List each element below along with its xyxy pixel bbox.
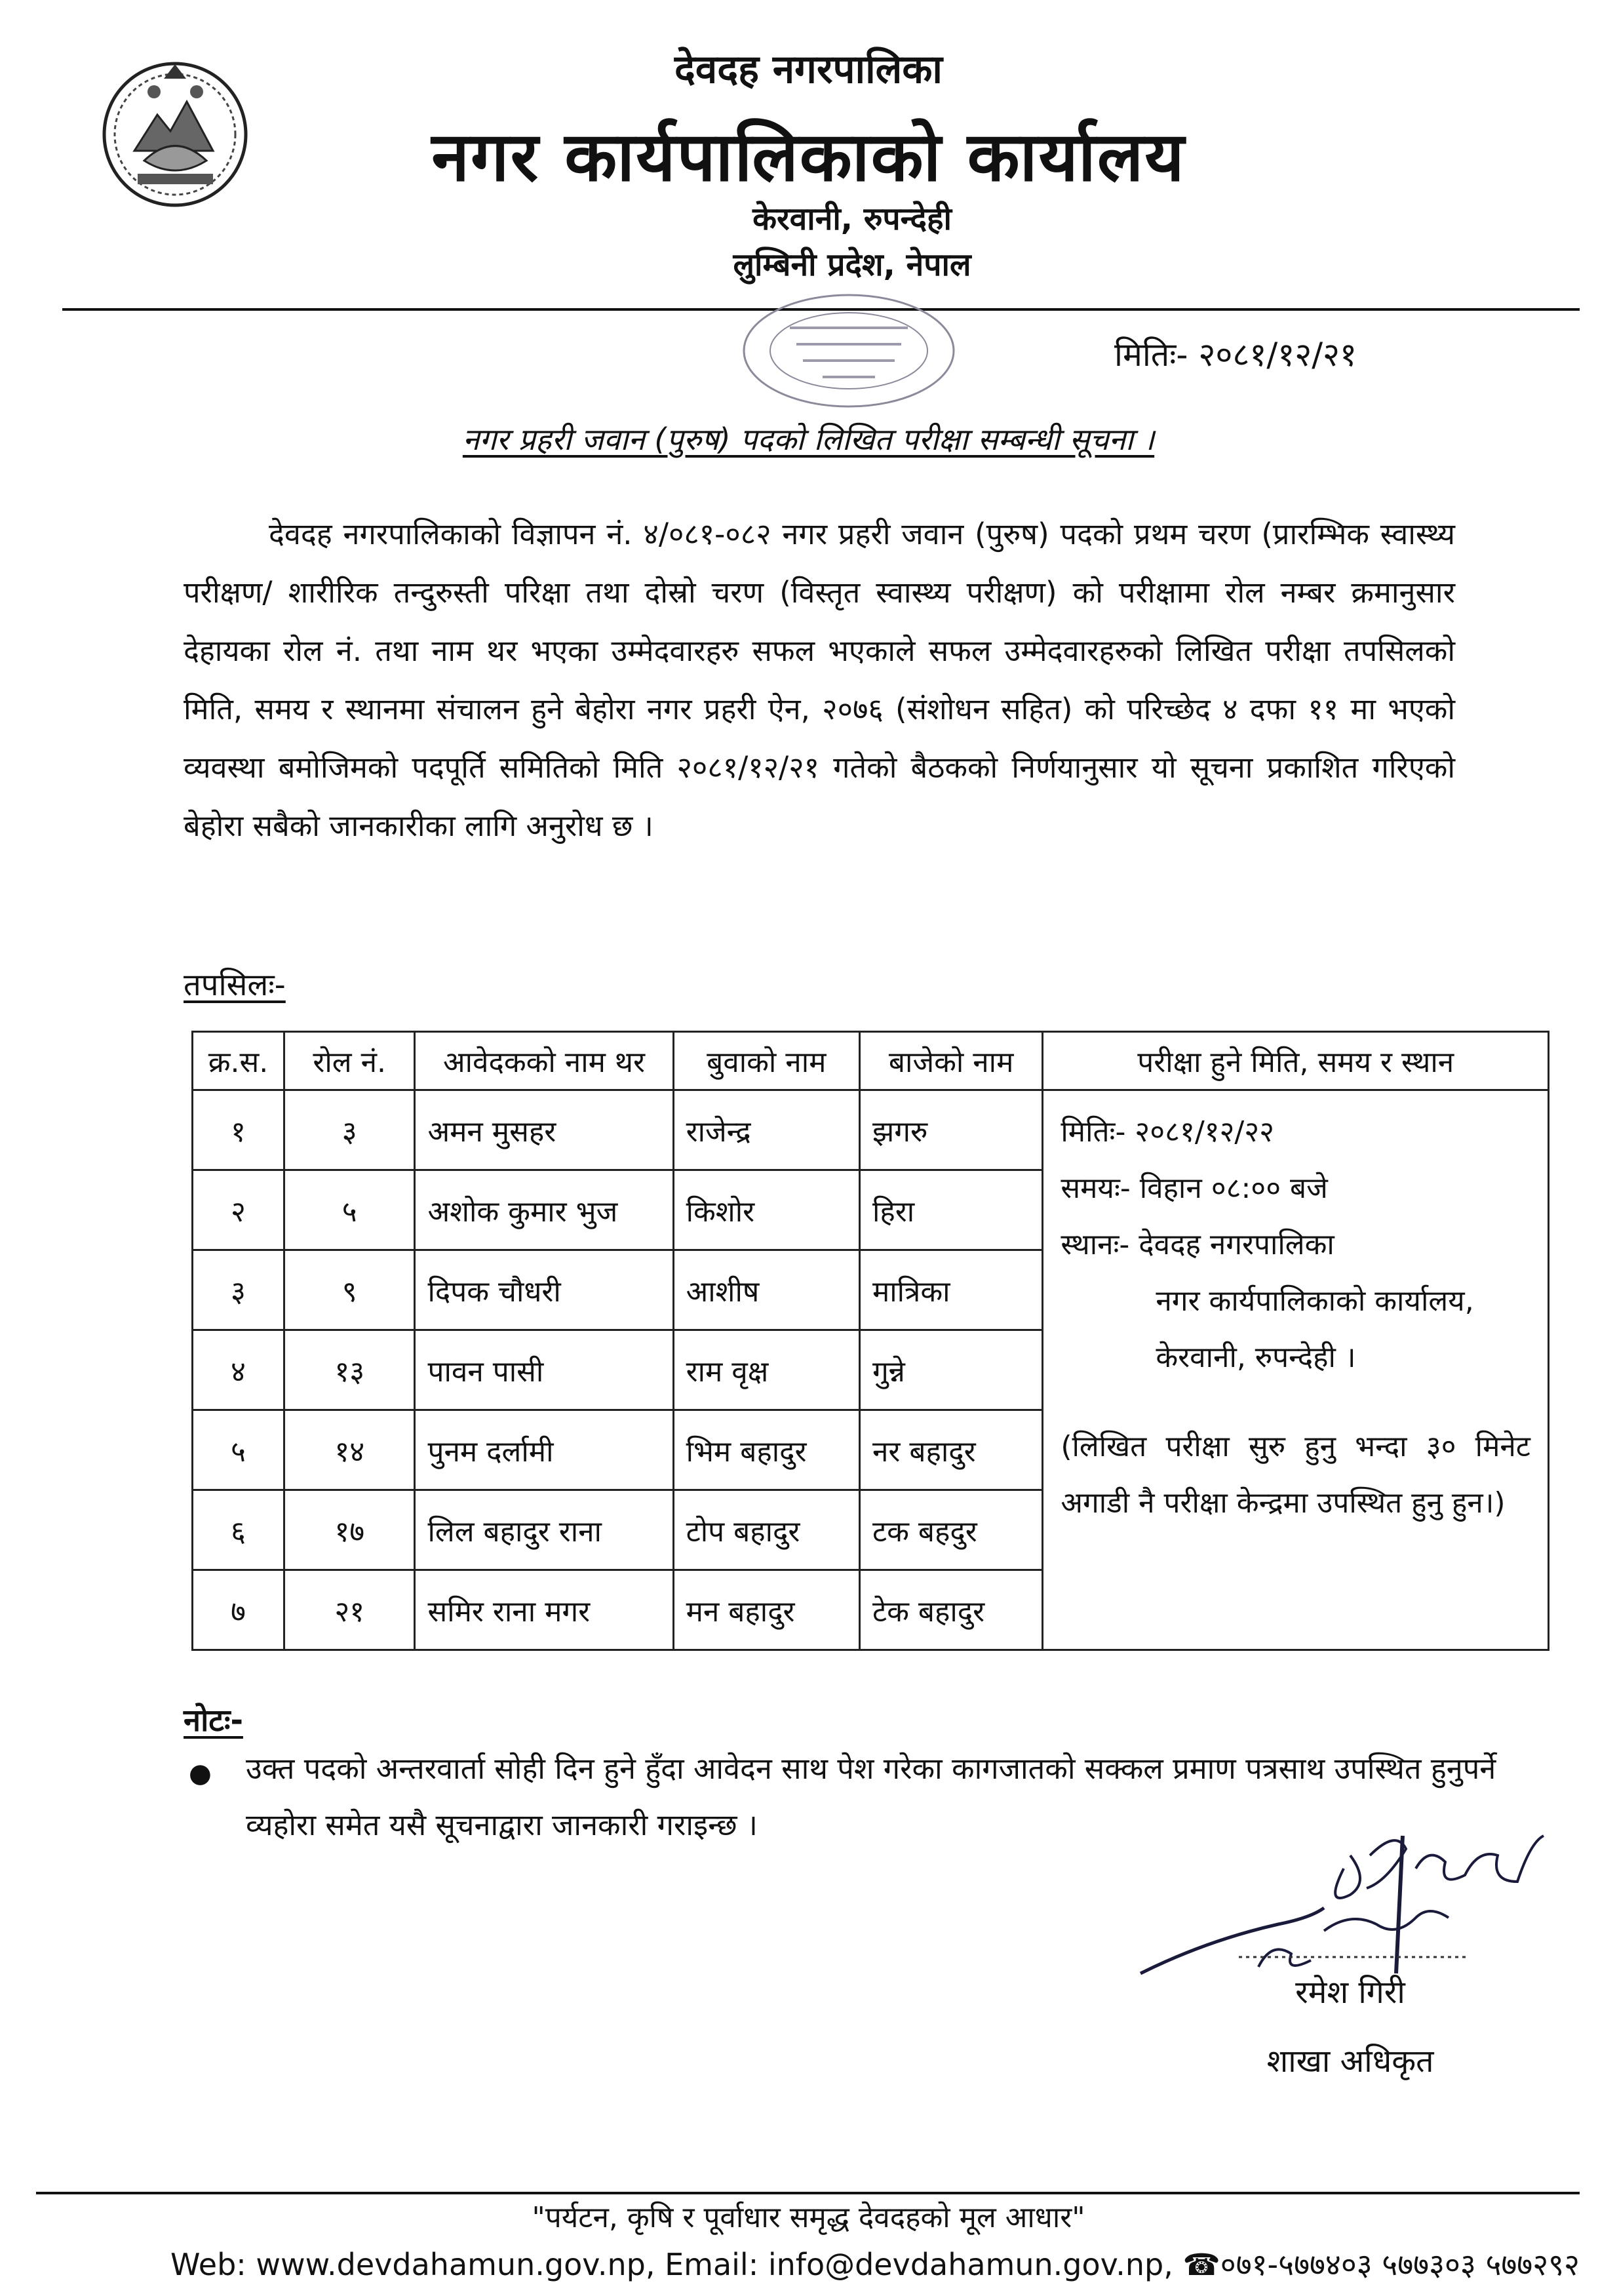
- col-header-father-name: बुवाको नाम: [673, 1032, 859, 1090]
- col-header-grandfather-name: बाजेको नाम: [859, 1032, 1042, 1090]
- cell-applicant-name: समिर राना मगर: [415, 1570, 673, 1650]
- cell-roll: १७: [284, 1490, 415, 1570]
- address-line-2: लुम्बिनी प्रदेश, नेपाल: [733, 247, 971, 283]
- cell-grandfather-name: टक बहदुर: [859, 1490, 1042, 1570]
- col-header-applicant-name: आवेदकको नाम थर: [415, 1032, 673, 1090]
- notice-subject: नगर प्रहरी जवान (पुरुष) पदको लिखित परीक्षा सम्बन्धी सूचना ।: [462, 422, 1155, 457]
- cell-roll: ३: [284, 1090, 415, 1170]
- org-name: देवदह नगरपालिका: [674, 47, 943, 92]
- cell-father-name: भिम बहादुर: [673, 1410, 859, 1490]
- note-heading: नोटः-: [184, 1703, 243, 1739]
- cell-serial: ३: [193, 1250, 284, 1330]
- note-text: उक्त पदको अन्तरवार्ता सोही दिन हुने हुँदा आवेदन साथ पेश गरेका कागजातको सक्कल प्रमाण पत्रसाथ उपस्थित हुनुपर्ने व्यहोरा समेत यसै सूचनाद्वारा जानकारी गराइन्छ ।: [246, 1751, 1496, 1842]
- cell-serial: १: [193, 1090, 284, 1170]
- col-header-serial: क्र.स.: [193, 1032, 284, 1090]
- cell-grandfather-name: नर बहादुर: [859, 1410, 1042, 1490]
- cell-applicant-name: लिल बहादुर राना: [415, 1490, 673, 1570]
- cell-serial: ४: [193, 1330, 284, 1410]
- cell-grandfather-name: टेक बहादुर: [859, 1570, 1042, 1650]
- cell-serial: ७: [193, 1570, 284, 1650]
- cell-serial: २: [193, 1170, 284, 1250]
- address-line-1: केरवानी, रुपन्देही: [752, 201, 952, 237]
- cell-grandfather-name: मात्रिका: [859, 1250, 1042, 1330]
- bullet-icon: ●: [189, 1758, 212, 1789]
- cell-roll: ५: [284, 1170, 415, 1250]
- signatory-name: रमेश गिरी: [1295, 1974, 1405, 2011]
- footer-motto: "पर्यटन, कृषि र पूर्वाधार समृद्ध देवदहको मूल आधार": [532, 2201, 1085, 2234]
- signatory-title: शाखा अधिकृत: [1266, 2043, 1434, 2080]
- notice-body: देवदह नगरपालिकाको विज्ञापन नं. ४/०८१-०८२ नगर प्रहरी जवान (पुरुष) पदको प्रथम चरण (प्रारम्भिक स्वास्थ्य परीक्षण/ शारीरिक तन्दुरुस्ती परिक्षा तथा दोस्रो चरण (विस्तृत स्वास्थ्य परीक्षण) को परीक्षामा रोल नम्बर क्रमानुसार देहायका रोल नं. तथा नाम थर भएका उम्मेदवारहरु सफल भएकाले सफल उम्मेदवारहरुको लिखित परीक्षा तपसिलको मिति, समय र स्थानमा संचालन हुने बेहोरा नगर प्रहरी ऐन, २०७६ (संशोधन सहित) को परिच्छेद ४ दफा ११ मा भएको व्यवस्था बमोजिमको पदपूर्ति समितिको मिति २०८१/१२/२१ गतेको बैठकको निर्णयानुसार यो सूचना प्रकाशित गरिएको बेहोरा सबैको जानकारीका लागि अनुरोध छ ।: [184, 517, 1455, 843]
- cell-applicant-name: पुनम दर्लामी: [415, 1410, 673, 1490]
- exam-place-line-2: नगर कार्यपालिकाको कार्यालय,: [1156, 1284, 1474, 1318]
- table-row: [193, 1090, 1549, 1170]
- date-value: २०८१/१२/२१: [1198, 336, 1357, 374]
- cell-applicant-name: अशोक कुमार भुज: [415, 1170, 673, 1250]
- cell-exam-details: [1043, 1090, 1549, 1650]
- date-label: मितिः-: [1114, 336, 1188, 374]
- exam-place-line-3: केरवानी, रुपन्देही ।: [1156, 1341, 1356, 1374]
- exam-date: मितिः- २०८१/१२/२२: [1061, 1115, 1274, 1149]
- cell-roll: १३: [284, 1330, 415, 1410]
- office-stamp: [737, 288, 960, 413]
- candidates-table: [191, 1031, 1549, 1651]
- table-header-row: [193, 1032, 1549, 1090]
- exam-place-line-1: स्थानः- देवदह नगरपालिका: [1061, 1228, 1335, 1261]
- cell-grandfather-name: हिरा: [859, 1170, 1042, 1250]
- cell-father-name: किशोर: [673, 1170, 859, 1250]
- cell-father-name: मन बहादुर: [673, 1570, 859, 1650]
- cell-roll: १४: [284, 1410, 415, 1490]
- cell-applicant-name: अमन मुसहर: [415, 1090, 673, 1170]
- cell-applicant-name: पावन पासी: [415, 1330, 673, 1410]
- cell-serial: ५: [193, 1410, 284, 1490]
- cell-grandfather-name: झगरु: [859, 1090, 1042, 1170]
- cell-roll: २१: [284, 1570, 415, 1650]
- details-heading: तपसिलः-: [184, 967, 286, 1003]
- col-header-exam-details: परीक्षा हुने मिति, समय र स्थान: [1043, 1032, 1549, 1090]
- notice-date: [1114, 331, 1357, 376]
- cell-father-name: टोप बहादुर: [673, 1490, 859, 1570]
- cell-serial: ६: [193, 1490, 284, 1570]
- cell-father-name: आशीष: [673, 1250, 859, 1330]
- cell-father-name: राम वृक्ष: [673, 1330, 859, 1410]
- footer-contact: Web: www.devdahamun.gov.np, Email: info@devdahamun.gov.np, ☎०७१-५७७४०३ ५७७३०३ ५७७२९२: [170, 2247, 1580, 2282]
- cell-grandfather-name: गुन्ने: [859, 1330, 1042, 1410]
- col-header-roll: रोल नं.: [284, 1032, 415, 1090]
- cell-roll: ९: [284, 1250, 415, 1330]
- exam-time: समयः- विहान ०८:०० बजे: [1061, 1172, 1328, 1205]
- office-name: नगर कार्यपालिकाको कार्यालय: [431, 117, 1186, 197]
- exam-arrival-note: (लिखित परीक्षा सुरु हुनु भन्दा ३० मिनेट अगाडी नै परीक्षा केन्द्रमा उपस्थित हुनु हुन।): [1061, 1430, 1530, 1520]
- footer-divider: [36, 2192, 1580, 2194]
- cell-father-name: राजेन्द्र: [673, 1090, 859, 1170]
- cell-applicant-name: दिपक चौधरी: [415, 1250, 673, 1330]
